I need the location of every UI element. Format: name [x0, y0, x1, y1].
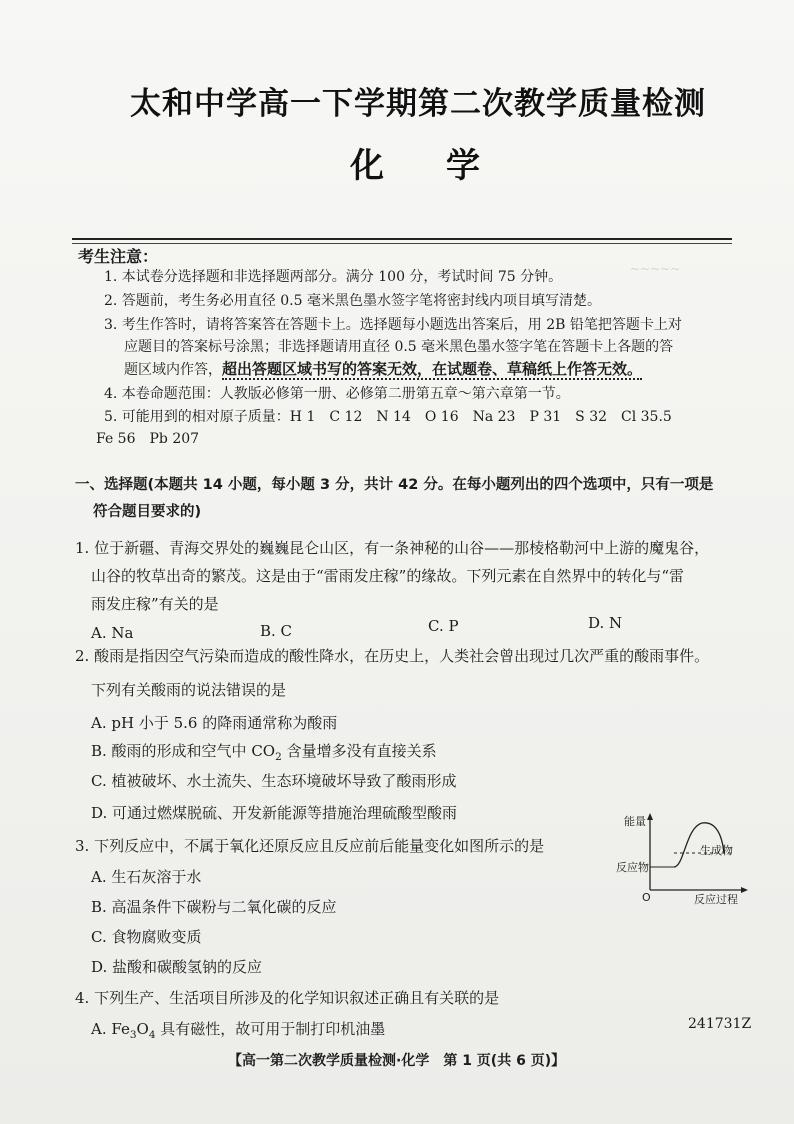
question-1-line3: 雨发庄稼”有关的是	[91, 595, 219, 613]
section-heading-line2: 符合题目要求的)	[93, 504, 202, 520]
question-3-option-c: C. 食物腐败变质	[91, 928, 202, 946]
question-4-option-a-sub1: 3	[129, 1029, 137, 1041]
origin-label: O	[642, 891, 651, 904]
section-heading	[75, 472, 745, 526]
notice-item-5: 5. 可能用到的相对原子质量：H 1 C 12 N 14 O 16 Na 23 P 31 S 32 Cl 35.5	[104, 409, 672, 425]
notice-item-3: 3. 考生作答时，请将答案答在答题卡上。选择题每小题选出答案后，用 2B 铅笔把答题卡上对	[104, 317, 682, 333]
energy-axis-x-label: 反应过程	[694, 893, 738, 906]
notice-item-3-cont2-text: 题区域内作答，	[124, 362, 222, 378]
question-4-option-a-post: 具有磁性，故可用于制打印机油墨	[155, 1020, 386, 1038]
notice-item-3-cont: 应题目的答案标号涂黑；非选择题请用直径 0.5 毫米黑色墨水签字笔在答题卡上各题的答	[124, 339, 674, 355]
notice-emphasis: 超出答题区域书写的答案无效，在试题卷、草稿纸上作答无效。	[222, 360, 643, 378]
question-4-option-a-sub2: 4	[148, 1029, 156, 1041]
notice-item-3-cont2	[124, 358, 734, 381]
question-4-option-a-pre: A. Fe	[91, 1020, 130, 1038]
question-3-option-d: D. 盐酸和碳酸氢钠的反应	[91, 958, 263, 976]
question-3-line1: 3. 下列反应中，不属于氧化还原反应且反应前后能量变化如图所示的是	[75, 837, 545, 855]
subject-title: 化学	[350, 146, 542, 186]
notice-item-4: 4. 本卷命题范围：人教版必修第一册、必修第二册第五章～第六章第一节。	[104, 386, 570, 402]
exam-code: 241731Z	[688, 1016, 752, 1032]
reactant-label: 反应物	[616, 861, 649, 874]
product-label: 生成物	[700, 844, 733, 857]
question-2-option-b	[91, 740, 437, 763]
energy-axis-y-label: 能量	[624, 815, 646, 828]
question-3-option-a: A. 生石灰溶于水	[91, 868, 202, 886]
header-rule-thin	[72, 243, 732, 244]
exam-title: 太和中学高一下学期第二次教学质量检测	[130, 86, 706, 122]
question-4-option-a	[91, 1018, 385, 1041]
question-2-option-b-sub: 2	[275, 751, 282, 763]
question-1-option-d: D. N	[588, 614, 623, 632]
question-2-line2: 下列有关酸雨的说法错误的是	[91, 681, 287, 699]
energy-diagram	[612, 805, 752, 905]
question-4-line1: 4. 下列生产、生活项目所涉及的化学知识叙述正确且有关联的是	[75, 989, 500, 1007]
question-2-line1: 2. 酸雨是指因空气污染而造成的酸性降水，在历史上，人类社会曾出现过几次严重的酸雨事件。	[75, 647, 710, 665]
bleed-through-text: ~~~~~	[630, 262, 681, 276]
question-1-option-a: A. Na	[91, 624, 134, 642]
question-4-option-a-mid: O	[136, 1020, 149, 1038]
question-1-option-c: C. P	[428, 617, 459, 635]
energy-axis-x-arrow	[741, 887, 748, 893]
question-2-option-a: A. pH 小于 5.6 的降雨通常称为酸雨	[91, 714, 338, 732]
notice-heading: 考生注意：	[78, 247, 159, 266]
question-1-line2: 山谷的牧草出奇的繁茂。这是由于“雷雨发庄稼”的缘故。下列元素在自然界中的转化与“雷	[91, 567, 685, 585]
question-1-option-b: B. C	[260, 622, 293, 640]
notice-item-1: 1. 本试卷分选择题和非选择题两部分。满分 100 分，考试时间 75 分钟。	[104, 269, 563, 285]
notice-item-2: 2. 答题前，考生务必用直径 0.5 毫米黑色墨水签字笔将密封线内项目填写清楚。	[104, 293, 601, 309]
energy-axis-y-arrow	[647, 813, 653, 820]
question-2-option-b-post: 含量增多没有直接关系	[281, 742, 437, 760]
header-rule	[72, 238, 732, 240]
section-heading-line1: 一、选择题(本题共 14 小题，每小题 3 分，共计 42 分。在每小题列出的四个选项中，只有一项是	[75, 477, 714, 493]
page-footer: 【高一第二次教学质量检测·化学 第 1 页(共 6 页)】	[228, 1053, 566, 1069]
question-2-option-d: D. 可通过燃煤脱硫、开发新能源等措施治理硫酸型酸雨	[91, 804, 458, 822]
question-1-line1: 1. 位于新疆、青海交界处的巍巍昆仑山区，有一条神秘的山谷——那棱格勒河中上游的魔鬼谷，	[75, 539, 710, 557]
question-3-option-b: B. 高温条件下碳粉与二氧化碳的反应	[91, 898, 337, 916]
question-2-option-b-pre: B. 酸雨的形成和空气中 CO	[91, 742, 276, 760]
notice-item-5-cont: Fe 56 Pb 207	[96, 431, 200, 447]
question-2-option-c: C. 植被破坏、水土流失、生态环境破坏导致了酸雨形成	[91, 772, 457, 790]
